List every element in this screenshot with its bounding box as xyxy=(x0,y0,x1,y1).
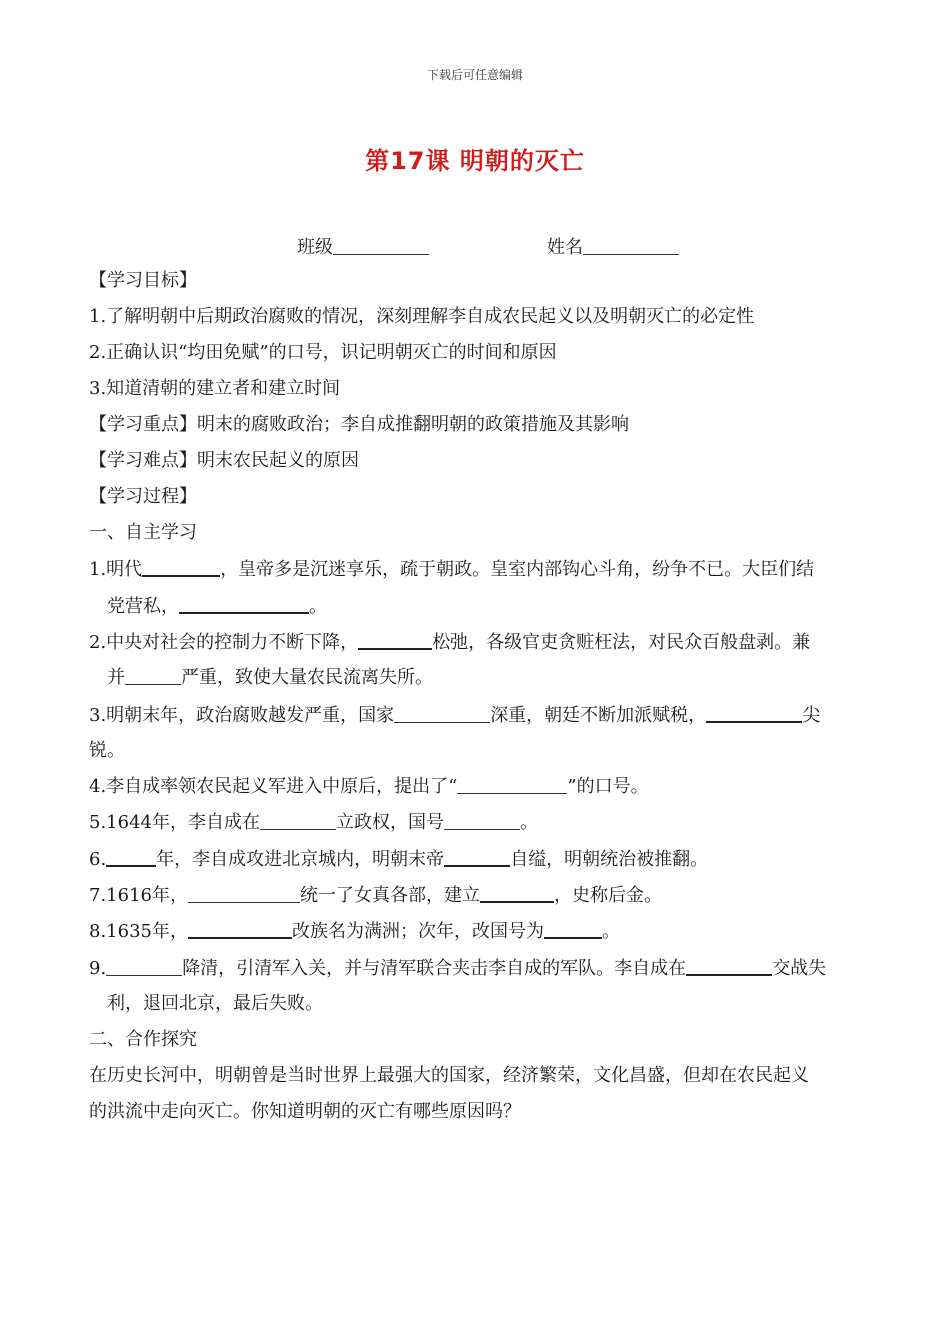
section2-paragraph-line-1: 在历史长河中，明朝曾是当时世界上最强大的国家，经济繁荣，文化昌盛，但却在农民起义 xyxy=(89,1065,809,1086)
class-blank[interactable] xyxy=(333,236,429,255)
blank-q2-2[interactable] xyxy=(125,666,181,685)
question-2-line-1: 2.中央对社会的控制力不断下降， 松弛，各级官吏贪赃枉法，对民众百般盘剥。兼 xyxy=(89,632,811,653)
name-label: 姓名 xyxy=(547,237,583,258)
name-blank[interactable] xyxy=(583,236,679,255)
header-note: 下载后可任意编辑 xyxy=(426,68,523,82)
section2-paragraph-line-2: 的洪流中走向灭亡。你知道明朝的灭亡有哪些原因吗？ xyxy=(89,1101,521,1122)
blank-q2-1[interactable] xyxy=(358,630,432,650)
objective-item-1: 1.了解明朝中后期政治腐败的情况，深刻理解李自成农民起义以及明朝灭亡的必定性 xyxy=(89,306,755,327)
objective-item-3: 3.知道清朝的建立者和建立时间 xyxy=(89,378,341,399)
question-5: 5.1644年，李自成在 立政权，国号 。 xyxy=(89,812,538,833)
question-9-line-2: 利，退回北京，最后失败。 xyxy=(107,993,323,1014)
objectives-heading: 【学习目标】 xyxy=(89,270,197,291)
question-9-line-1: 9. 降清，引清军入关，并与清军联合夹击李自成的军队。李自成在 交战失 xyxy=(89,958,827,979)
question-3-line-2: 锐。 xyxy=(89,740,125,761)
blank-q5-1[interactable] xyxy=(260,811,336,830)
blank-q6-2[interactable] xyxy=(444,847,510,867)
process-heading: 【学习过程】 xyxy=(89,486,197,507)
blank-q1-1[interactable] xyxy=(142,557,220,577)
section1-heading: 一、自主学习 xyxy=(89,522,197,543)
question-4: 4.李自成率领农民起义军进入中原后，提出了“ ”的口号。 xyxy=(89,776,649,797)
question-7: 7.1616年， 统一了女真各部，建立 ，史称后金。 xyxy=(89,885,662,906)
class-label: 班级 xyxy=(297,237,333,258)
name-field[interactable] xyxy=(547,233,679,259)
blank-q1-2[interactable] xyxy=(179,594,309,614)
question-3-line-1: 3.明朝末年，政治腐败越发严重，国家 深重，朝廷不断加派赋税， 尖 xyxy=(89,705,821,726)
blank-q5-2[interactable] xyxy=(444,811,520,830)
blank-q7-1[interactable] xyxy=(188,884,300,903)
section2-heading: 二、合作探究 xyxy=(89,1029,197,1050)
objective-item-2: 2.正确认识“均田免赋”的口号，识记明朝灭亡的时间和原因 xyxy=(89,342,557,363)
question-1-line-1: 1.明代 ，皇帝多是沉迷享乐，疏于朝政。皇室内部钩心斗角，纷争不已。大臣们结 xyxy=(89,559,815,580)
blank-q6-1[interactable] xyxy=(106,847,156,867)
difficulties: 【学习难点】明末农民起义的原因 xyxy=(89,450,359,471)
question-1-line-2: 党营私， 。 xyxy=(107,596,327,617)
key-points: 【学习重点】明末的腐败政治；李自成推翻明朝的政策措施及其影响 xyxy=(89,414,629,435)
blank-q4[interactable] xyxy=(457,775,567,794)
question-2-line-2: 并 严重，致使大量农民流离失所。 xyxy=(107,667,433,688)
blank-q9-1[interactable] xyxy=(106,957,182,976)
class-field[interactable] xyxy=(297,233,429,259)
blank-q7-2[interactable] xyxy=(480,883,554,903)
blank-q8-2[interactable] xyxy=(544,919,602,939)
lesson-title: 第17课 明朝的灭亡 xyxy=(365,147,585,175)
question-8: 8.1635年， 改族名为满洲；次年，改国号为 。 xyxy=(89,921,620,942)
question-6: 6. 年，李自成攻进北京城内，明朝末帝 自缢，明朝统治被推翻。 xyxy=(89,849,709,870)
blank-q3-1[interactable] xyxy=(394,704,490,723)
blank-q8-1[interactable] xyxy=(188,919,292,939)
blank-q9-2[interactable] xyxy=(686,956,772,976)
blank-q3-2[interactable] xyxy=(706,703,802,723)
